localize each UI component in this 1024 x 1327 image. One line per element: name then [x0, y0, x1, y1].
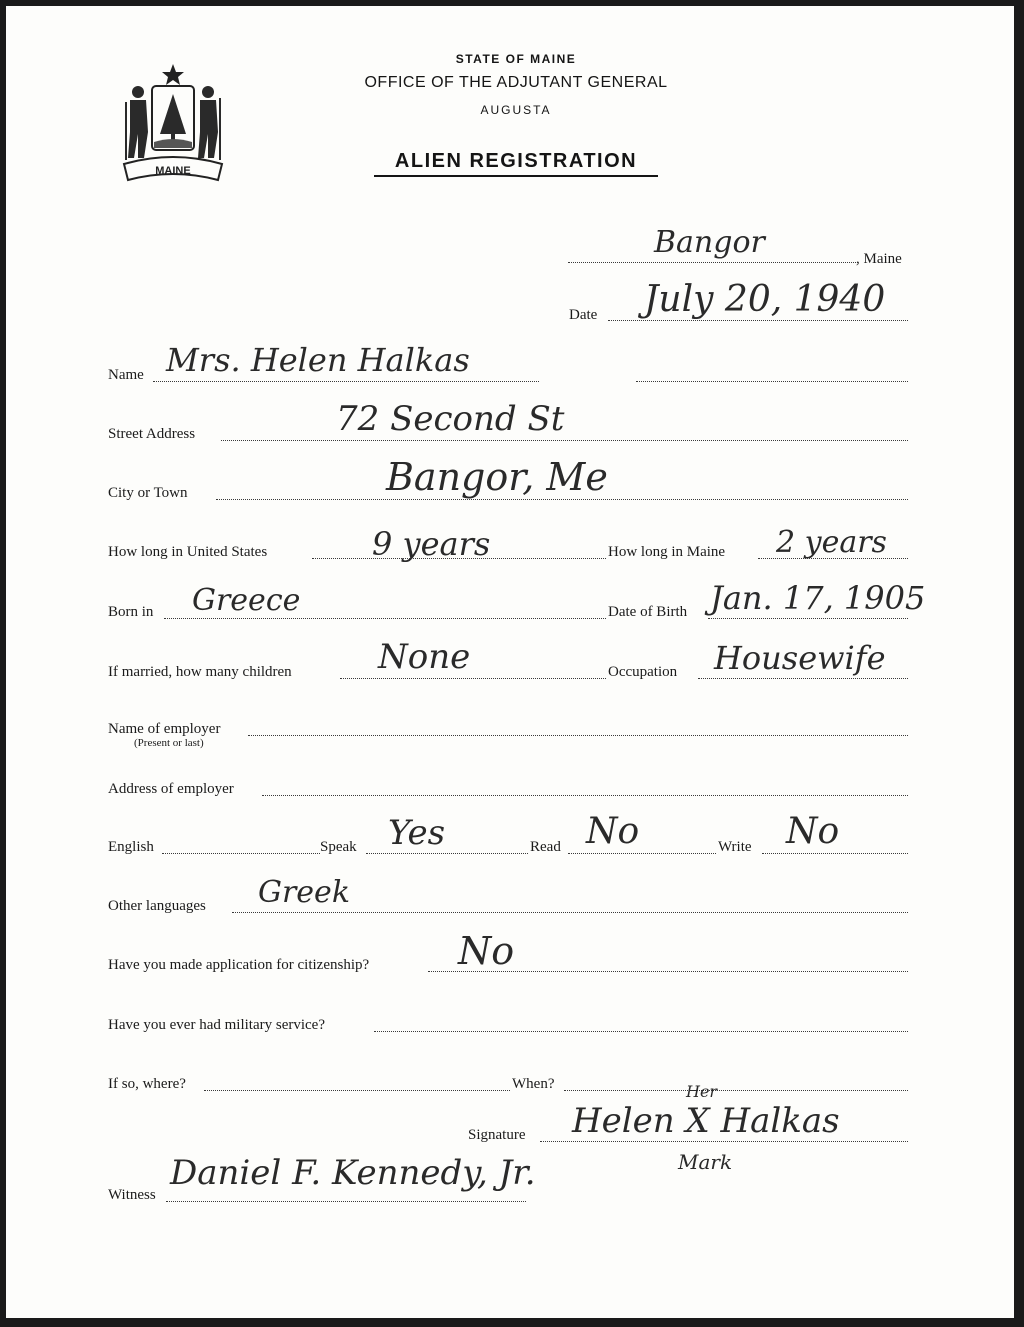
occupation-line — [698, 678, 908, 679]
citizenship-label: Have you made application for citizenship? — [108, 957, 370, 973]
other-languages-label: Other languages — [108, 898, 206, 914]
occupation-label: Occupation — [608, 664, 678, 680]
employer-sublabel: (Present or last) — [134, 737, 204, 749]
header-office: OFFICE OF THE ADJUTANT GENERAL — [364, 74, 668, 91]
seal-banner-text: MAINE — [155, 165, 191, 177]
where-label: If so, where? — [108, 1076, 186, 1092]
place-city-value: Bangor — [654, 225, 765, 260]
birth-date-label: Date of Birth — [608, 604, 688, 620]
born-in-line — [164, 618, 606, 619]
english-speak-label: Speak — [320, 839, 357, 855]
city-town-line — [216, 499, 908, 500]
english-write-line — [762, 853, 908, 854]
place-state-label: , Maine — [856, 251, 902, 267]
english-read-label: Read — [530, 839, 561, 855]
when-line — [564, 1090, 908, 1091]
witness-line — [166, 1201, 526, 1202]
name-value: Mrs. Helen Halkas — [166, 341, 470, 379]
born-in-label: Born in — [108, 604, 154, 620]
us-duration-value: 9 years — [372, 525, 491, 563]
date-value: July 20, 1940 — [644, 279, 886, 320]
english-read-line — [568, 853, 716, 854]
employer-line — [248, 735, 908, 736]
witness-value: Daniel F. Kennedy, Jr. — [170, 1153, 536, 1193]
birth-date-value: Jan. 17, 1905 — [710, 579, 926, 617]
employer-address-label: Address of employer — [108, 781, 234, 797]
born-in-value: Greece — [192, 583, 301, 618]
english-speak-line — [366, 853, 528, 854]
citizenship-value: No — [458, 929, 515, 973]
english-read-value: No — [586, 811, 640, 852]
maine-duration-value: 2 years — [776, 525, 887, 560]
english-label: English — [108, 839, 154, 855]
military-label: Have you ever had military service? — [108, 1017, 325, 1033]
birth-date-line — [708, 618, 908, 619]
when-label: When? — [512, 1076, 555, 1092]
where-line — [204, 1090, 510, 1091]
employer-label: Name of employer — [108, 721, 221, 737]
english-write-label: Write — [718, 839, 752, 855]
english-write-value: No — [786, 811, 840, 852]
military-line — [374, 1031, 908, 1032]
signature-line — [540, 1141, 908, 1142]
name-line — [153, 381, 539, 382]
street-line — [221, 440, 908, 441]
date-label: Date — [569, 307, 598, 323]
header-state: STATE OF MAINE — [455, 52, 577, 66]
signature-her-note: Her — [686, 1082, 718, 1101]
us-duration-label: How long in United States — [108, 544, 268, 560]
registration-form — [6, 6, 1014, 1318]
other-languages-line — [232, 912, 908, 913]
witness-label: Witness — [108, 1187, 156, 1203]
name-label: Name — [108, 367, 144, 383]
street-value: 72 Second St — [336, 399, 565, 439]
children-line — [340, 678, 606, 679]
employer-address-line — [262, 795, 908, 796]
name-line-2 — [636, 381, 908, 382]
city-town-value: Bangor, Me — [386, 455, 608, 499]
city-town-label: City or Town — [108, 485, 188, 501]
children-value: None — [378, 637, 471, 677]
english-speak-value: Yes — [388, 813, 446, 853]
date-line — [608, 320, 908, 321]
signature-label: Signature — [468, 1127, 526, 1143]
occupation-value: Housewife — [714, 639, 886, 677]
english-line — [162, 853, 320, 854]
maine-duration-label: How long in Maine — [608, 544, 726, 560]
street-label: Street Address — [108, 426, 196, 442]
signature-value: Helen X Halkas — [572, 1101, 840, 1141]
header-city: AUGUSTA — [480, 103, 552, 117]
form-title: ALIEN REGISTRATION — [374, 150, 658, 177]
children-label: If married, how many children — [108, 664, 292, 680]
signature-mark-note: Mark — [678, 1150, 733, 1174]
place-line — [568, 262, 856, 263]
other-languages-value: Greek — [258, 875, 350, 910]
maine-state-seal — [118, 62, 228, 194]
